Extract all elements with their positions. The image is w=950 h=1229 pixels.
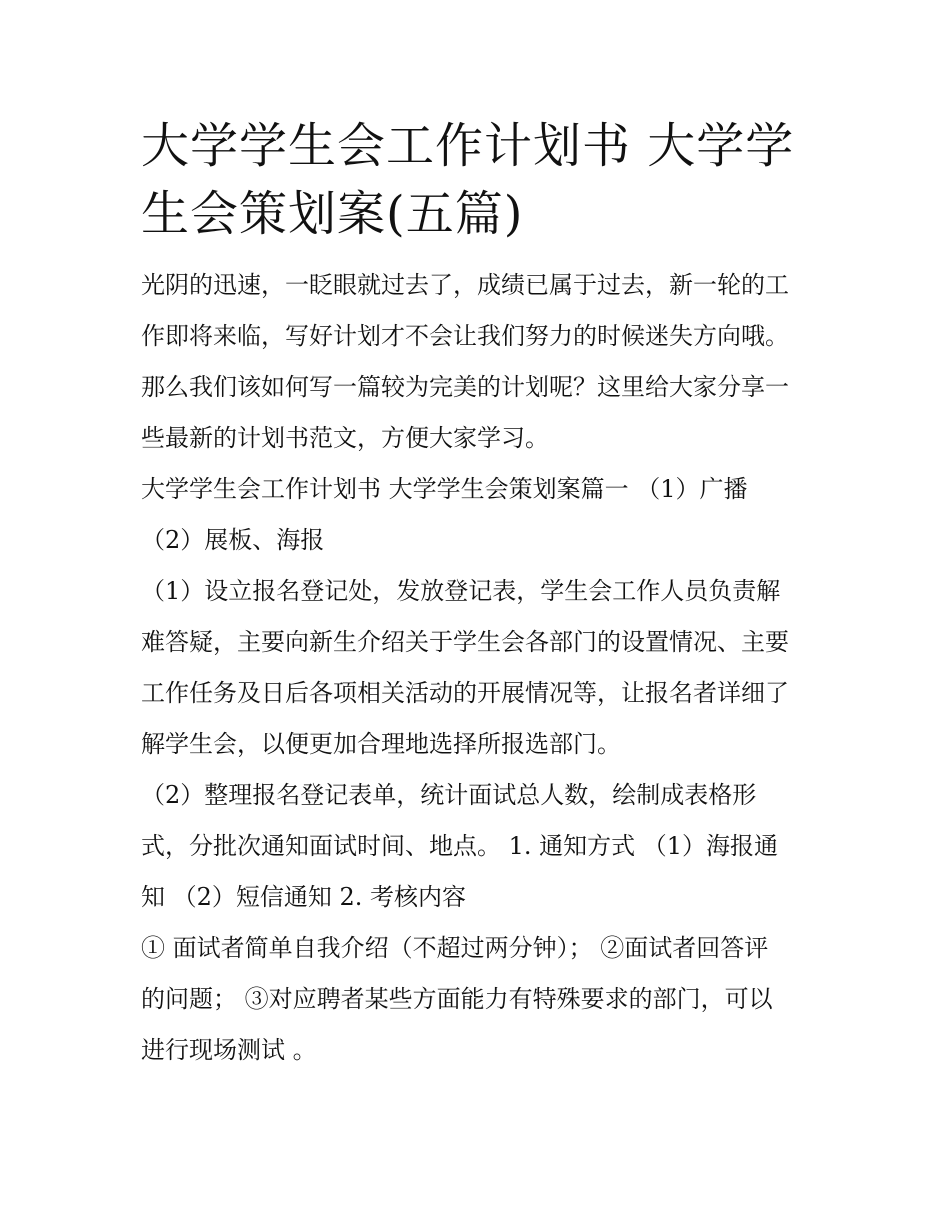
text-line: 些最新的计划书范文，方便大家学习。: [141, 424, 549, 452]
text-line: 大学学生会工作计划书 大学学生会策划案篇一 （1）广播: [141, 475, 748, 503]
text-line: ① 面试者简单自我介绍（不超过两分钟）； ②面试者回答评: [141, 934, 769, 962]
interview-paragraph: [141, 923, 821, 1076]
title-line-2: 生会策划案(五篇): [141, 186, 524, 242]
text-line: 知 （2）短信通知 2. 考核内容: [141, 883, 467, 911]
text-line: 作即将来临，写好计划才不会让我们努力的时候迷失方向哦。: [141, 322, 789, 350]
text-line: 那么我们该如何写一篇较为完美的计划呢？这里给大家分享一: [141, 373, 789, 401]
section-heading-paragraph: [141, 464, 821, 515]
organize-paragraph: [141, 770, 821, 923]
document-page: [141, 112, 821, 1076]
text-line: 的问题； ③对应聘者某些方面能力有特殊要求的部门，可以: [141, 985, 773, 1013]
text-line: 光阴的迅速，一眨眼就过去了，成绩已属于过去，新一轮的工: [141, 271, 789, 299]
text-line: （2）展板、海报: [141, 526, 325, 554]
text-line: 难答疑，主要向新生介绍关于学生会各部门的设置情况、主要: [141, 628, 789, 656]
text-line: （2）整理报名登记表单，统计面试总人数，绘制成表格形: [141, 781, 757, 809]
text-line: 式，分批次通知面试时间、地点。 1. 通知方式 （1）海报通: [141, 832, 779, 860]
intro-paragraph: [141, 260, 821, 464]
text-line: 进行现场测试 。: [141, 1036, 317, 1064]
text-line: 工作任务及日后各项相关活动的开展情况等，让报名者详细了: [141, 679, 789, 707]
registration-paragraph: [141, 566, 821, 770]
list-item-paragraph: [141, 515, 821, 566]
text-line: （1）设立报名登记处，发放登记表，学生会工作人员负责解: [141, 577, 781, 605]
document-title: [141, 112, 821, 248]
text-line: 解学生会，以便更加合理地选择所报选部门。: [141, 730, 621, 758]
title-line-1: 大学学生会工作计划书 大学学: [141, 118, 795, 174]
